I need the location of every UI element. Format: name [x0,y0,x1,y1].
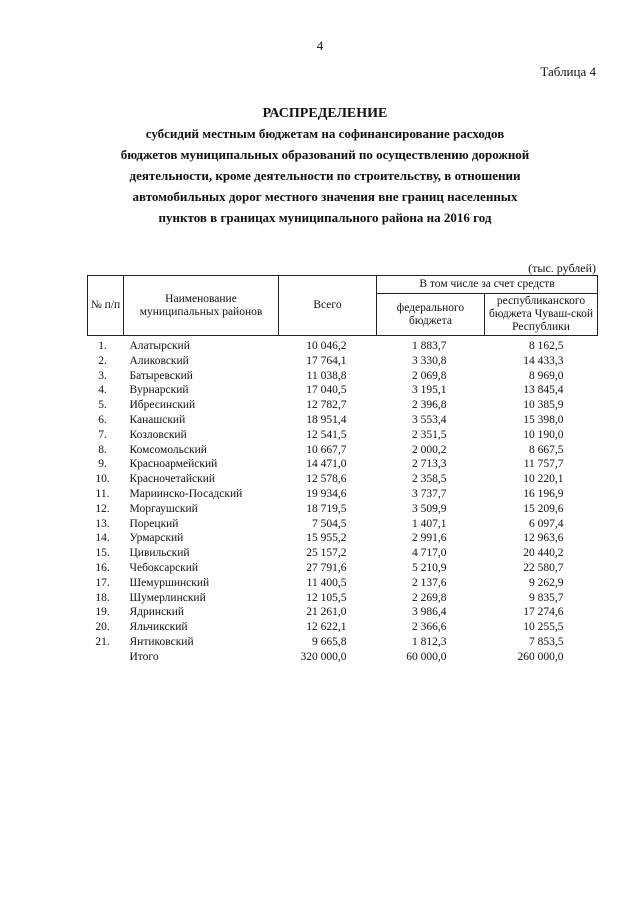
cell-num: 12. [95,502,110,515]
cell-republic: 10 190,0 [523,428,564,441]
cell-total: 17 040,5 [306,384,347,397]
cell-name: Красночетайский [129,473,216,486]
cell-republic: 7 853,5 [529,635,564,648]
header-including: В том числе за счет средств [377,276,598,294]
cell-federal: 1 407,1 [412,517,447,530]
table-label: Таблица 4 [540,64,596,79]
cell-name: Комсомольский [129,443,207,456]
table-row [88,472,598,487]
header-federal: федерального бюджета [377,294,485,336]
document-title [60,104,590,228]
cell-name: Ибресинский [129,399,196,412]
cell-republic: 9 262,9 [529,576,564,589]
cell-name: Порецкий [129,517,179,530]
table-row [88,413,598,428]
cell-name: Красноармейский [129,458,218,471]
title-line: пунктов в границах муниципального района на 2016 год [158,210,492,225]
cell-republic: 10 220,1 [523,473,564,486]
cell-federal: 4 717,0 [412,547,447,560]
header-republic: республиканского бюджета Чуваш-ской Республики [485,294,598,336]
cell-total: 10 046,2 [306,340,347,352]
header-total: Всего [279,276,377,336]
cell-name: Чебоксарский [129,561,199,574]
cell-total: 12 782,7 [306,399,347,412]
cell-total: 12 622,1 [306,621,347,634]
cell-total: 15 955,2 [306,532,347,545]
distribution-table [87,275,598,665]
cell-num: 20. [95,621,110,634]
table-row [88,487,598,502]
cell-num [88,650,124,665]
table-header [88,276,598,336]
cell-federal: 3 509,9 [412,502,447,515]
cell-name: Шумерлинский [129,591,206,604]
table-row [88,517,598,532]
cell-republic: 8 969,0 [529,369,564,382]
table-row [88,591,598,606]
cell-name: Алатырский [129,340,190,352]
cell-republic: 13 845,4 [523,384,564,397]
cell-republic: 15 209,6 [523,502,564,515]
cell-num: 19. [95,606,110,619]
cell-num: 9. [98,458,107,471]
title-heading: РАСПРЕДЕЛЕНИЕ [262,106,388,121]
cell-num: 10. [95,473,110,486]
cell-name: Шемуршинский [129,576,210,589]
cell-republic: 11 757,7 [523,458,564,471]
cell-num: 1. [98,340,107,352]
cell-num: 5. [98,399,107,412]
cell-num: 15. [95,547,110,560]
table-row [88,635,598,650]
cell-num: 8. [98,443,107,456]
cell-republic: 14 433,3 [523,354,564,367]
cell-federal: 3 330,8 [412,354,447,367]
header-num: № п/п [88,276,124,336]
cell-total: 9 665,8 [312,635,347,648]
cell-total: 12 578,6 [306,473,347,486]
table-row [88,383,598,398]
table-row [88,457,598,472]
cell-republic: 10 255,5 [523,621,564,634]
table-row [88,428,598,443]
cell-federal: 2 000,2 [412,443,447,456]
total-row [88,650,598,665]
cell-num: 17. [95,576,110,589]
cell-total: 12 105,5 [306,591,347,604]
cell-num: 18. [95,591,110,604]
units-label: (тыс. рублей) [528,261,596,275]
title-line: деятельности, кроме деятельности по строительству, в отношении [129,168,521,183]
cell-name: Янтиковский [129,635,194,648]
header-name: Наименование муниципальных районов [124,276,279,336]
cell-name: Козловский [129,428,187,441]
cell-total: 21 261,0 [306,606,347,619]
cell-num: 14. [95,532,110,545]
title-line: бюджетов муниципальных образований по осуществлению дорожной [120,147,530,162]
cell-name: Яльчикский [129,621,188,634]
cell-num: 7. [98,428,107,441]
cell-name: Батыревский [129,369,193,382]
cell-num: 3. [98,369,107,382]
table-row [88,620,598,635]
cell-federal: 3 553,4 [412,413,447,426]
table-body [88,336,598,665]
cell-name: Итого [129,650,159,663]
cell-federal: 2 358,5 [412,473,447,486]
page-number: 4 [316,38,324,53]
cell-republic: 9 835,7 [529,591,564,604]
cell-name: Вурнарский [129,384,189,397]
cell-federal: 2 396,8 [412,399,447,412]
cell-name: Аликовский [129,354,189,367]
cell-republic: 12 963,6 [523,532,564,545]
cell-federal: 2 269,8 [412,591,447,604]
cell-federal: 2 713,3 [412,458,447,471]
cell-total: 14 471,0 [306,458,347,471]
cell-num: 2. [98,354,107,367]
table-row [88,336,598,354]
cell-total: 12 541,5 [306,428,347,441]
table-row [88,605,598,620]
cell-federal: 60 000,0 [406,650,447,663]
table-row [88,369,598,384]
table-row [88,398,598,413]
cell-total: 27 791,6 [306,561,347,574]
cell-federal: 2 991,6 [412,532,447,545]
cell-republic: 6 097,4 [529,517,564,530]
cell-total: 25 157,2 [306,547,347,560]
cell-num: 16. [95,561,110,574]
cell-total: 320 000,0 [300,650,347,663]
table-row [88,576,598,591]
cell-total: 18 951,4 [306,413,347,426]
cell-federal: 2 137,6 [412,576,447,589]
cell-total: 7 504,5 [312,517,347,530]
title-line: субсидий местным бюджетам на софинансирование расходов [145,126,505,141]
cell-name: Ядринский [129,606,185,619]
cell-republic: 10 385,9 [523,399,564,412]
cell-total: 17 764,1 [306,354,347,367]
cell-num: 21. [95,635,110,648]
cell-republic: 8 667,5 [529,443,564,456]
cell-total: 11 400,5 [306,576,347,589]
table-row [88,502,598,517]
cell-num: 6. [98,413,107,426]
cell-name: Канашский [129,413,186,426]
cell-federal: 3 737,7 [412,487,447,500]
cell-federal: 3 195,1 [412,384,447,397]
cell-num: 11. [95,487,110,500]
cell-republic: 22 580,7 [523,561,564,574]
cell-name: Цивильский [129,547,190,560]
table-row [88,354,598,369]
cell-total: 19 934,6 [306,487,347,500]
table-row [88,561,598,576]
cell-federal: 1 812,3 [412,635,447,648]
cell-federal: 2 351,5 [412,428,447,441]
cell-republic: 8 162,5 [529,340,564,352]
cell-name: Мариинско-Посадский [129,487,243,500]
cell-name: Урмарский [129,532,184,545]
title-line: автомобильных дорог местного значения вне границ населенных [132,189,518,204]
cell-federal: 3 986,4 [412,606,447,619]
cell-federal: 2 366,6 [412,621,447,634]
cell-republic: 260 000,0 [517,650,564,663]
table-row [88,531,598,546]
cell-federal: 1 883,7 [412,340,447,352]
cell-name: Моргаушский [129,502,198,515]
cell-federal: 2 069,8 [412,369,447,382]
cell-num: 4. [98,384,107,397]
cell-republic: 15 398,0 [523,413,564,426]
cell-republic: 16 196,9 [523,487,564,500]
cell-republic: 20 440,2 [523,547,564,560]
cell-federal: 5 210,9 [412,561,447,574]
cell-num: 13. [95,517,110,530]
cell-total: 10 667,7 [306,443,347,456]
table-row [88,546,598,561]
table-row [88,443,598,458]
cell-total: 18 719,5 [306,502,347,515]
cell-total: 11 038,8 [306,369,347,382]
cell-republic: 17 274,6 [523,606,564,619]
